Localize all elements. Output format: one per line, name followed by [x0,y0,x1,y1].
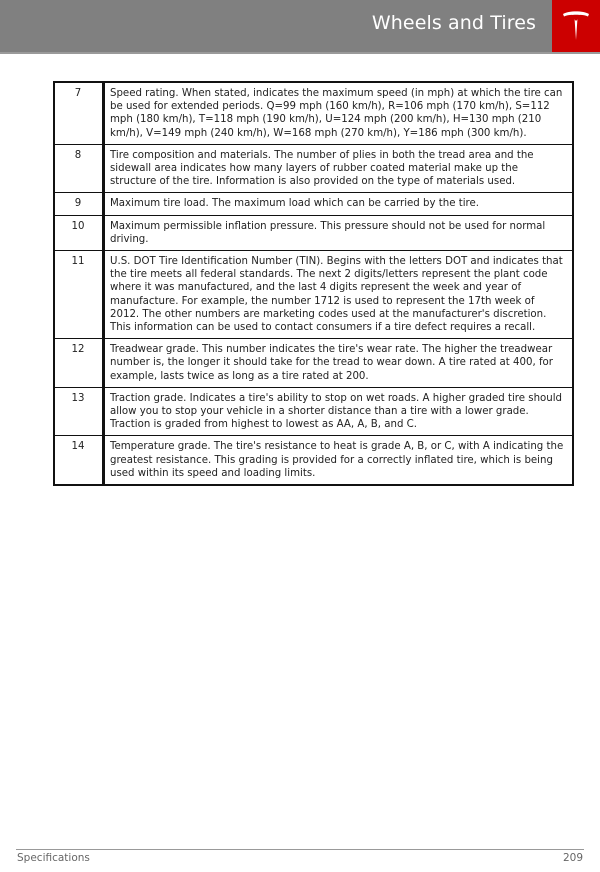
row-number: 14 [54,436,104,485]
table-row [54,387,573,436]
row-description: Traction grade. Indicates a tire's ability to stop on wet roads. A higher graded tire should allow you to stop your vehicle in a shorter distance than a tire with a lower grade. Traction is graded from highest to lowest as AA, A, B, and C. [104,387,574,436]
row-number: 8 [54,144,104,193]
row-number: 10 [54,215,104,250]
row-description: Treadwear grade. This number indicates the tire's wear rate. The higher the treadwear number is, the longer it should take for the tread to wear down. A tire rated at 400, for example, lasts twice as long as a tire rated at 200. [104,339,574,388]
table-row [54,193,573,215]
row-description: Temperature grade. The tire's resistance to heat is grade A, B, or C, with A indicating the greatest resistance. This grading is provided for a correctly inflated tire, which is being used within its speed and loading limits. [104,436,574,485]
tire-markings-table [53,81,574,486]
row-number: 11 [54,251,104,339]
row-description: U.S. DOT Tire Identification Number (TIN). Begins with the letters DOT and indicates that the tire meets all federal standards. The next 2 digits/letters represent the plant code where it was manufactured, and the last 4 digits represent the week and year of manufacture. For example, the number 1712 is used to represent the 17th week of 2012. The other numbers are marketing codes used at the manufacturer's discretion. This information can be used to contact consumers if a tire defect requires a recall. [104,251,574,339]
footer-divider [16,849,584,850]
table-row [54,251,573,339]
table-row [54,144,573,193]
page-header [0,0,600,54]
table-row [54,215,573,250]
page-number: 209 [562,852,583,864]
row-description: Maximum permissible inflation pressure. This pressure should not be used for normal driving. [104,215,574,250]
tesla-logo-icon [561,9,591,43]
row-description: Speed rating. When stated, indicates the maximum speed (in mph) at which the tire can be used for extended periods. Q=99 mph (160 km/h), R=106 mph (170 km/h), S=112 mph (180 km/h), T=118 mph (190 km/h), U=124 mph (200 km/h), H=130 mph (210 km/h), V=149 mph (240 km/h), W=168 mph (270 km/h), Y=186 mph (300 km/h). [104,82,574,144]
logo-box [552,0,600,52]
row-number: 9 [54,193,104,215]
table-row [54,82,573,144]
row-number: 13 [54,387,104,436]
footer-section-name: Specifications [17,852,90,864]
row-description: Maximum tire load. The maximum load which can be carried by the tire. [104,193,574,215]
row-number: 12 [54,339,104,388]
row-description: Tire composition and materials. The number of plies in both the tread area and the sidewall area indicates how many layers of rubber coated material make up the structure of the tire. Information is also provided on the type of materials used. [104,144,574,193]
table-row [54,436,573,485]
page-title: Wheels and Tires [371,12,536,34]
row-number: 7 [54,82,104,144]
table-row [54,339,573,388]
